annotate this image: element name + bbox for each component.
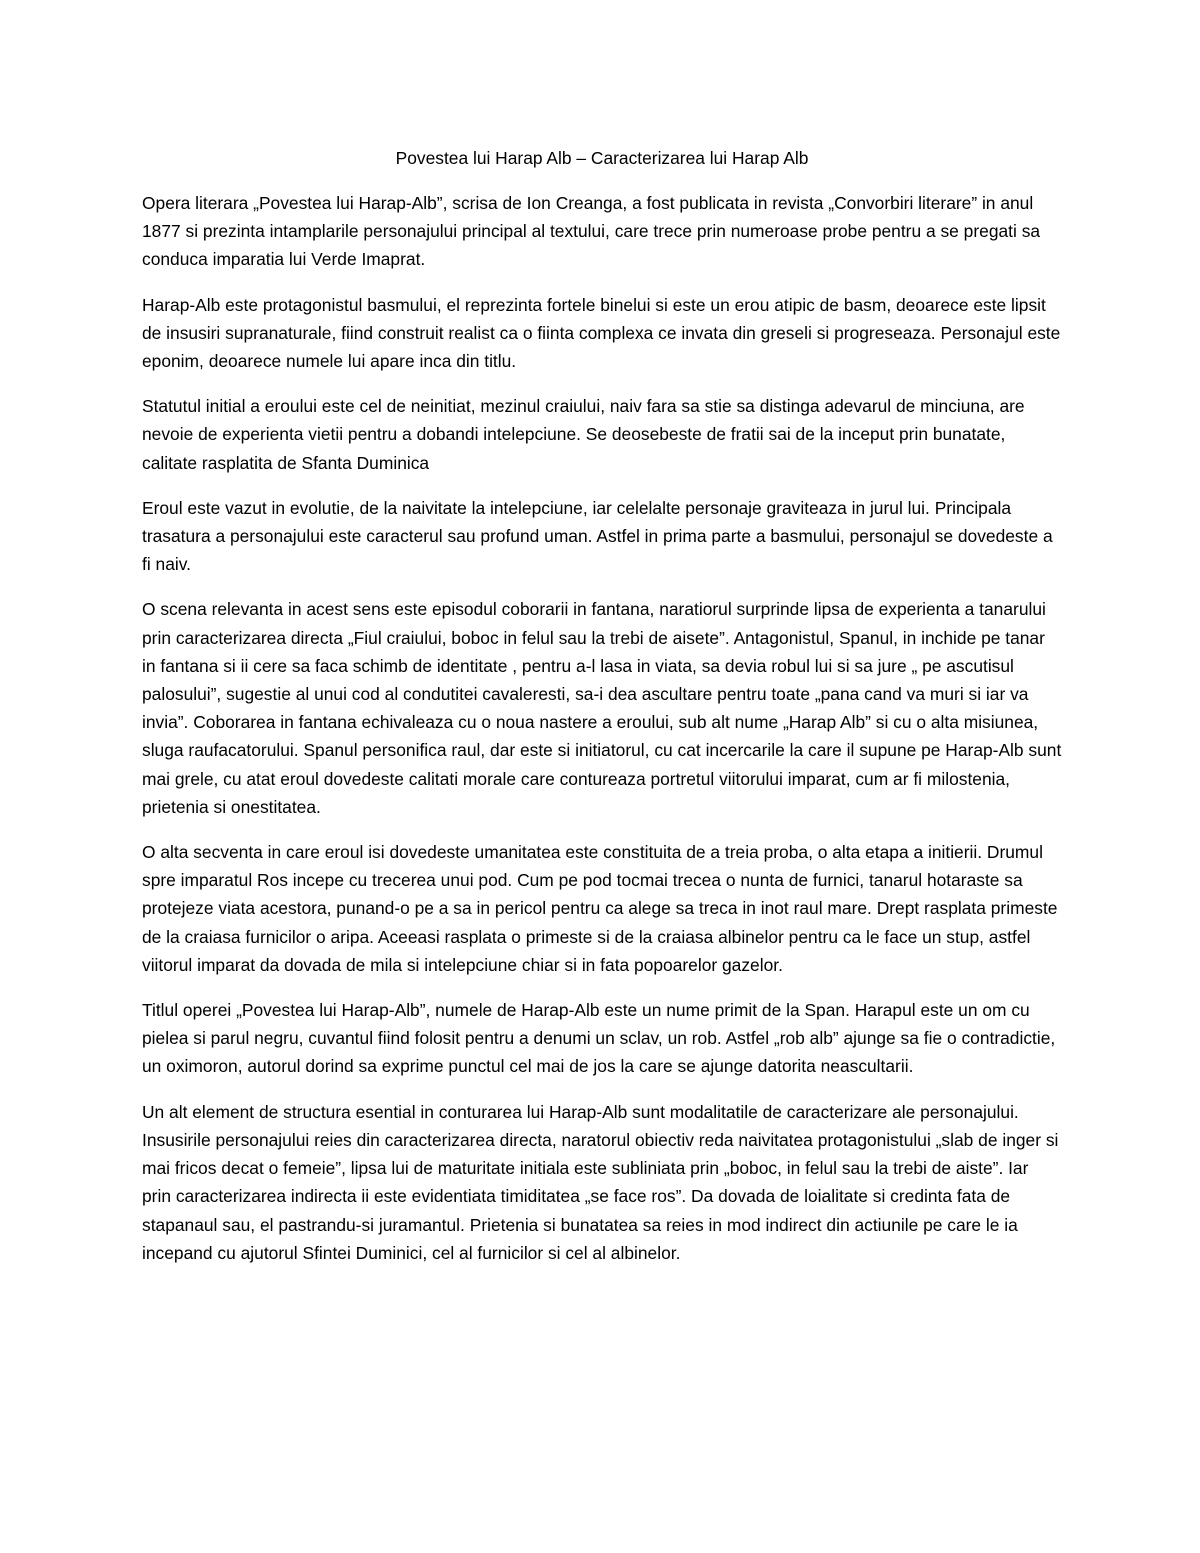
paragraph-third-trial: O alta secventa in care eroul isi dovedeste umanitatea este constituita de a treia proba, o alta etapa a initierii. Drumul spre imparatul Ros incepe cu trecerea unui pod. Cum pe pod tocmai trecea o nunta de furnici, tanarul hotaraste sa protejeze viata acestora, punand-o pe a sa in pericol pentru ca alege sa treca in inot raul mare. Drept rasplata primeste de la craiasa furnicilor o aripa. Aceeasi rasplata o primeste si de la craiasa albinelor pentru ca le face un stup, astfel viitorul imparat da dovada de mila si intelepciune chiar si in fata popoarelor gazelor. bbox=[142, 842, 1058, 975]
paragraph-intro: Opera literara „Povestea lui Harap-Alb”, scrisa de Ion Creanga, a fost publicata in revista „Convorbiri literare” in anul 1877 si prezinta intamplarile personajului principal al textului, care trece prin numeroase probe pentru a se pregati sa conduca imparatia lui Verde Imaprat. bbox=[142, 193, 1041, 270]
paragraph-initial-status: Statutul initial a eroului este cel de neinitiat, mezinul craiului, naiv fara sa stie sa distinga adevarul de minciuna, are nevoie de experienta vietii pentru a dobandi intelepciune. Se deosebeste de fratii sai de la inceput prin bunatate, calitate rasplatita de Sfanta Duminica bbox=[142, 396, 1025, 473]
paragraph-protagonist: Harap-Alb este protagonistul basmului, el reprezinta fortele binelui si este un erou atipic de basm, deoarece este lipsit de insusiri supranaturale, fiind construit realist ca o fiinta complexa ce invata din greseli si progreseaza. Personajul este eponim, deoarece numele lui apare inca din titlu. bbox=[142, 294, 1061, 372]
paragraph-well-scene: O scena relevanta in acest sens este episodul coborarii in fantana, naratiorul surprinde lipsa de experienta a tanarului prin caracterizarea directa „Fiul craiului, boboc in felul sau la trebi de aisete”. Antagonistul, Spanul, in inchide pe tanar in fantana si ii cere sa faca schimb de identitate , pentru a-l lasa in viata, sa devia robul lui si sa jure „ pe ascutisul palosului”, sugestie al unui cod al condutitei cavaleresti, sa-i dea ascultare pentru toate „pana cand va muri si iar va invia”. Coborarea in fantana echivaleaza cu o noua nastere a eroului, sub alt nume „Harap Alb” si cu o alta misiunea, sluga raufacatorului. Spanul personifica raul, dar este si initiatorul, cu cat incercarile la care il supune pe Harap-Alb sunt mai grele, cu atat eroul dovedeste calitati morale care contureaza portretul viitorului imparat, cum ar fi milostenia, prietenia si onestitatea. bbox=[142, 599, 1062, 817]
paragraph-characterization: Un alt element de structura esential in conturarea lui Harap-Alb sunt modalitatile de caracterizare ale personajului. Insusirile personajului reies din caracterizarea directa, naratorul obiectiv reda naivitatea protagonistului „slab de inger si mai fricos decat o femeie”, lipsa lui de maturitate initiala este subliniata prin „boboc, in felul sau la trebi de aiste”. Iar prin caracterizarea indirecta ii este evidentiata timiditatea „se face ros”. Da dovada de loialitate si credinta fata de stapanaul sau, el pastrandu-si juramantul. Prietenia si bunatatea sa reies in mod indirect din actiunile pe care le ia incepand cu ajutorul Sfintei Duminici, cel al furnicilor si cel al albinelor. bbox=[142, 1101, 1059, 1263]
paragraph-evolution: Eroul este vazut in evolutie, de la naivitate la intelepciune, iar celelalte personaje graviteaza in jurul lui. Principala trasatura a personajului este caracterul sau profund uman. Astfel in prima parte a basmului, personajul se dovedeste a fi naiv. bbox=[142, 497, 1053, 575]
paragraph-title-meaning: Titlul operei „Povestea lui Harap-Alb”, numele de Harap-Alb este un nume primit de la Span. Harapul este un om cu pielea si parul negru, cuvantul fiind folosit pentru a denumi un sclav, un rob. Astfel „rob alb” ajunge sa fie o contradictie, un oximoron, autorul dorind sa exprime punctul cel mai de jos la care se ajunge datorita neascultarii. bbox=[142, 1000, 1056, 1077]
document-title: Povestea lui Harap Alb – Caracterizarea lui Harap Alb bbox=[395, 148, 809, 168]
document-body bbox=[142, 144, 1062, 1284]
